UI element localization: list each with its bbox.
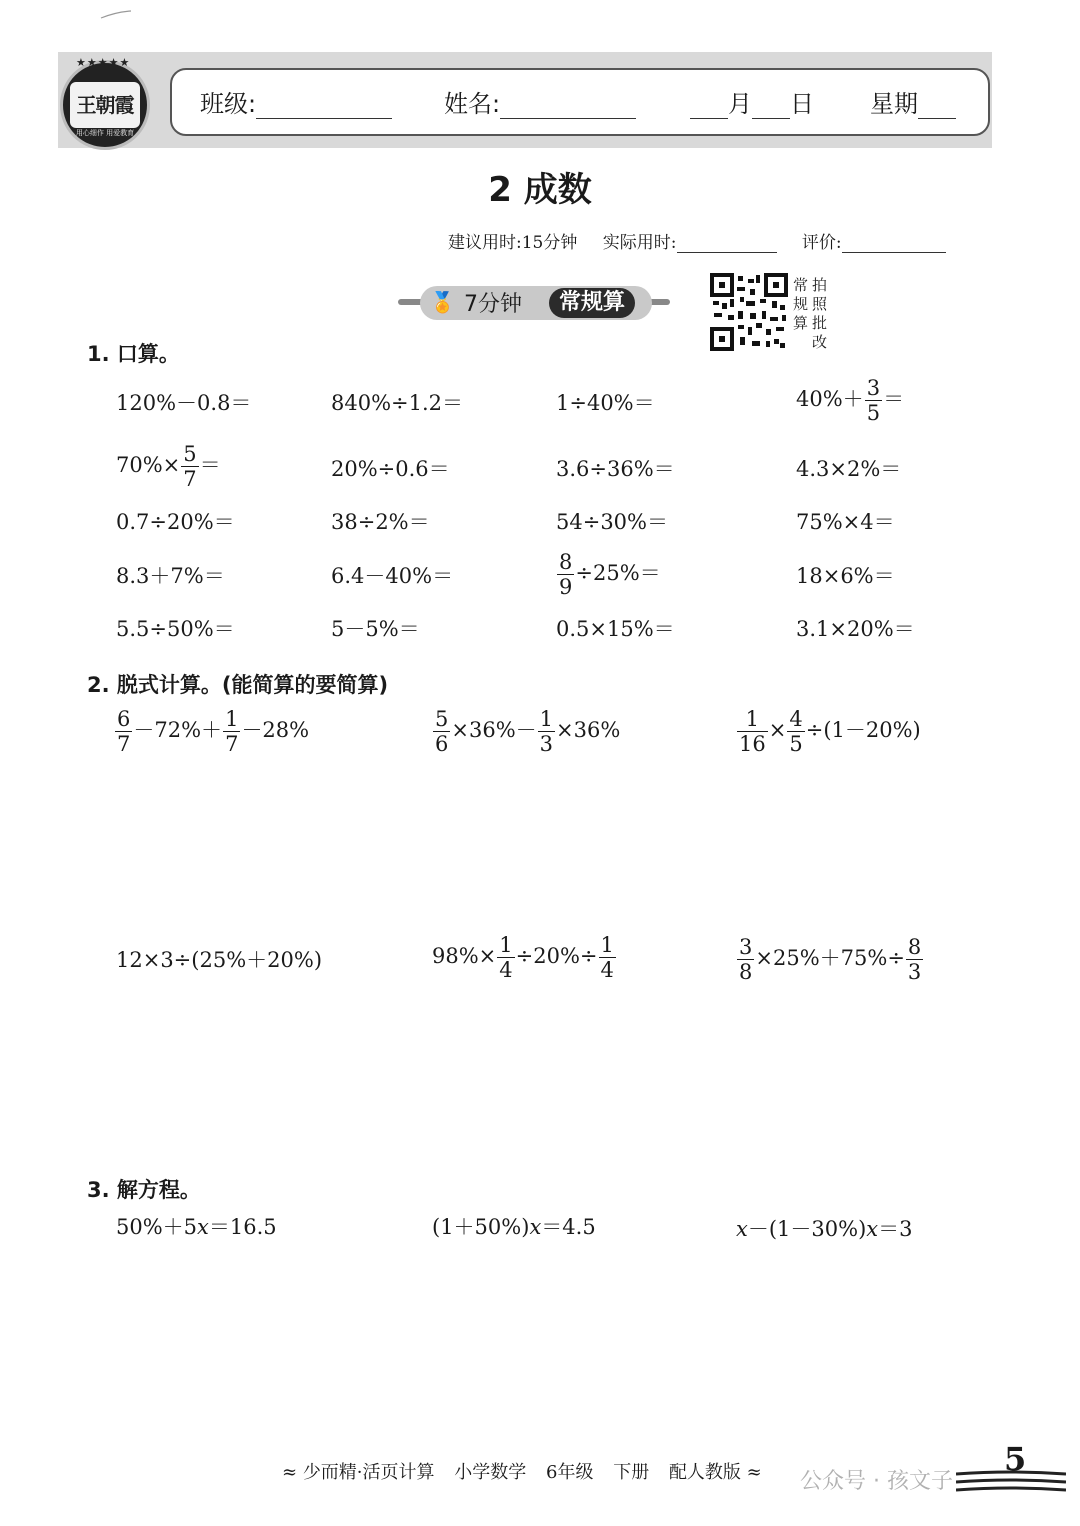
weekday-label: 星期 — [870, 90, 918, 118]
expr-text: × — [768, 718, 787, 743]
fraction-denominator: 7 — [225, 732, 239, 757]
fraction-denominator: 5 — [866, 401, 881, 426]
fraction — [737, 935, 754, 984]
oral-item: 20%÷0.6＝ — [331, 457, 450, 481]
fraction-denominator: 4 — [499, 958, 513, 983]
expr-text: ×36%－ — [451, 718, 537, 743]
section1-heading: 1. 口算。 — [87, 342, 180, 366]
expr-text: ＝ — [883, 387, 905, 412]
oral-item: 1÷40%＝ — [556, 391, 655, 415]
day-label: 日 — [790, 90, 814, 118]
fraction-numerator: 5 — [183, 442, 197, 466]
fraction-denominator: 9 — [559, 575, 573, 600]
rating-label: 评价: — [801, 233, 842, 253]
equation — [736, 1219, 913, 1240]
fraction-denominator: 7 — [183, 467, 197, 492]
calc-expression — [736, 707, 921, 756]
fraction — [599, 933, 616, 982]
oral-item: 840%÷1.2＝ — [331, 391, 464, 415]
footer-series — [282, 1458, 762, 1484]
expr-text: ＝16.5 — [208, 1215, 277, 1239]
fraction — [538, 707, 555, 756]
logo-name: 王朝霞 — [70, 82, 140, 128]
fraction — [223, 707, 240, 756]
expr-text: ＝3 — [878, 1217, 913, 1241]
fraction — [906, 935, 923, 984]
footer-edition: 配人教版 — [668, 1462, 741, 1483]
variable-x: x — [197, 1215, 209, 1239]
time-row — [448, 228, 946, 253]
weekday-input-line[interactable] — [918, 92, 956, 119]
expr-text: ＝ — [199, 453, 221, 478]
oral-item: 4.3×2%＝ — [796, 457, 902, 481]
footer-series-name: 少而精·活页计算 — [302, 1462, 435, 1483]
qr-caption-left: 常规算 — [793, 276, 809, 332]
fraction-numerator: 1 — [225, 707, 239, 731]
oral-item: 0.5×15%＝ — [556, 617, 675, 641]
month-input-line[interactable] — [690, 92, 728, 119]
variable-x: x — [529, 1215, 542, 1239]
expr-text: 98%× — [432, 944, 497, 969]
qr-caption-right: 拍照批改 — [812, 276, 828, 351]
oral-item — [116, 442, 221, 491]
fraction — [557, 550, 574, 599]
wave-icon: ≈ — [282, 1462, 303, 1483]
expr-text: －28% — [241, 718, 310, 743]
expr-text: －(1－30%) — [747, 1217, 867, 1241]
oral-item: 5－5%＝ — [331, 617, 420, 641]
month-label: 月 — [728, 90, 752, 118]
oral-item — [556, 550, 661, 599]
fraction-denominator: 7 — [117, 732, 131, 757]
banner-time: 7分钟 — [464, 292, 522, 317]
footer-subject: 小学数学 — [454, 1462, 527, 1483]
variable-x: x — [736, 1217, 748, 1241]
expr-text: ×25%＋75%÷ — [755, 946, 905, 971]
page-title: 2 成数 — [488, 170, 592, 210]
fraction-denominator: 16 — [739, 732, 766, 757]
expr-text: ×36% — [556, 718, 621, 743]
fraction — [865, 376, 882, 425]
oral-item: 18×6%＝ — [796, 564, 895, 588]
suggested-time: 建议用时:15分钟 — [448, 233, 578, 253]
fraction-numerator: 1 — [600, 933, 614, 957]
oral-item: 3.1×20%＝ — [796, 617, 915, 641]
expr-text: 70%× — [116, 453, 181, 478]
section3-heading: 3. 解方程。 — [87, 1178, 201, 1202]
fraction-denominator: 3 — [539, 732, 554, 757]
fraction-denominator: 3 — [907, 960, 922, 985]
qr-code-icon[interactable] — [710, 273, 788, 351]
class-input-line[interactable] — [256, 92, 392, 119]
fraction-numerator: 4 — [789, 707, 803, 731]
fraction-denominator: 5 — [789, 732, 803, 757]
fraction-numerator: 8 — [907, 935, 922, 959]
logo-caption: 用心细作 用爱教育 — [75, 129, 135, 137]
scan-mark — [100, 10, 132, 20]
equation — [116, 1217, 277, 1238]
expr-text: 50%＋5 — [116, 1215, 198, 1239]
date-field[interactable] — [690, 84, 814, 119]
expr-text: ÷25%＝ — [575, 561, 661, 586]
class-label: 班级: — [200, 90, 257, 118]
fraction-denominator: 8 — [739, 960, 753, 985]
expr-text: ＝4.5 — [541, 1215, 596, 1239]
oral-item: 38÷2%＝ — [331, 510, 430, 534]
expr-text: 40%＋ — [796, 387, 864, 412]
fraction — [787, 707, 804, 756]
fraction-numerator: 1 — [539, 707, 554, 731]
calc-expression: 12×3÷(25%＋20%) — [116, 948, 323, 972]
calc-expression — [114, 707, 309, 756]
fraction — [737, 707, 768, 756]
page-number: 5 — [1004, 1440, 1027, 1478]
actual-time-label: 实际用时: — [602, 233, 677, 253]
name-input-line[interactable] — [500, 92, 636, 119]
banner-tag: 常规算 — [549, 288, 635, 318]
fraction-numerator: 8 — [559, 550, 573, 574]
oral-item: 120%－0.8＝ — [116, 391, 252, 415]
footer-volume: 下册 — [613, 1462, 650, 1483]
actual-time-input-line[interactable] — [677, 234, 777, 253]
fraction — [115, 707, 132, 756]
expr-text: (1＋50%) — [432, 1215, 530, 1239]
fraction-numerator: 3 — [866, 376, 881, 400]
fraction-numerator: 3 — [739, 935, 753, 959]
expr-text: －72%＋ — [133, 718, 223, 743]
watermark: 公众号 · 孩文子 — [800, 1469, 953, 1494]
oral-item: 54÷30%＝ — [556, 510, 668, 534]
class-field[interactable] — [200, 84, 392, 119]
wave-icon: ≈ — [746, 1462, 762, 1483]
fraction — [181, 442, 198, 491]
day-input-line[interactable] — [752, 92, 790, 119]
footer-grade: 6年级 — [546, 1462, 594, 1483]
medal-icon: 🏅 — [430, 290, 455, 314]
calc-expression — [432, 933, 617, 982]
logo-stars-icon: ★★★★★ — [76, 56, 131, 69]
rating-input-line[interactable] — [842, 234, 946, 253]
fraction-numerator: 1 — [737, 707, 768, 732]
fraction-numerator: 6 — [117, 707, 131, 731]
equation — [432, 1217, 596, 1238]
name-label: 姓名: — [444, 90, 501, 118]
oral-item: 5.5÷50%＝ — [116, 617, 235, 641]
weekday-field[interactable] — [870, 84, 956, 119]
calc-expression — [432, 707, 620, 756]
fraction — [433, 707, 450, 756]
variable-x: x — [866, 1217, 879, 1241]
oral-item: 75%×4＝ — [796, 510, 895, 534]
expr-text: ÷(1－20%) — [805, 718, 921, 743]
oral-item: 6.4－40%＝ — [331, 564, 454, 588]
fraction-denominator: 4 — [600, 958, 614, 983]
oral-item: 0.7÷20%＝ — [116, 510, 235, 534]
fraction-numerator: 1 — [499, 933, 513, 957]
section2-heading: 2. 脱式计算。(能简算的要简算) — [87, 673, 389, 697]
calc-expression — [736, 935, 924, 984]
oral-item: 8.3＋7%＝ — [116, 564, 225, 588]
fraction — [497, 933, 514, 982]
fraction-denominator: 6 — [435, 732, 449, 757]
expr-text: ÷20%÷ — [515, 944, 598, 969]
name-field[interactable] — [444, 84, 636, 119]
fraction-numerator: 5 — [435, 707, 449, 731]
oral-item: 3.6÷36%＝ — [556, 457, 675, 481]
oral-item — [796, 376, 904, 425]
